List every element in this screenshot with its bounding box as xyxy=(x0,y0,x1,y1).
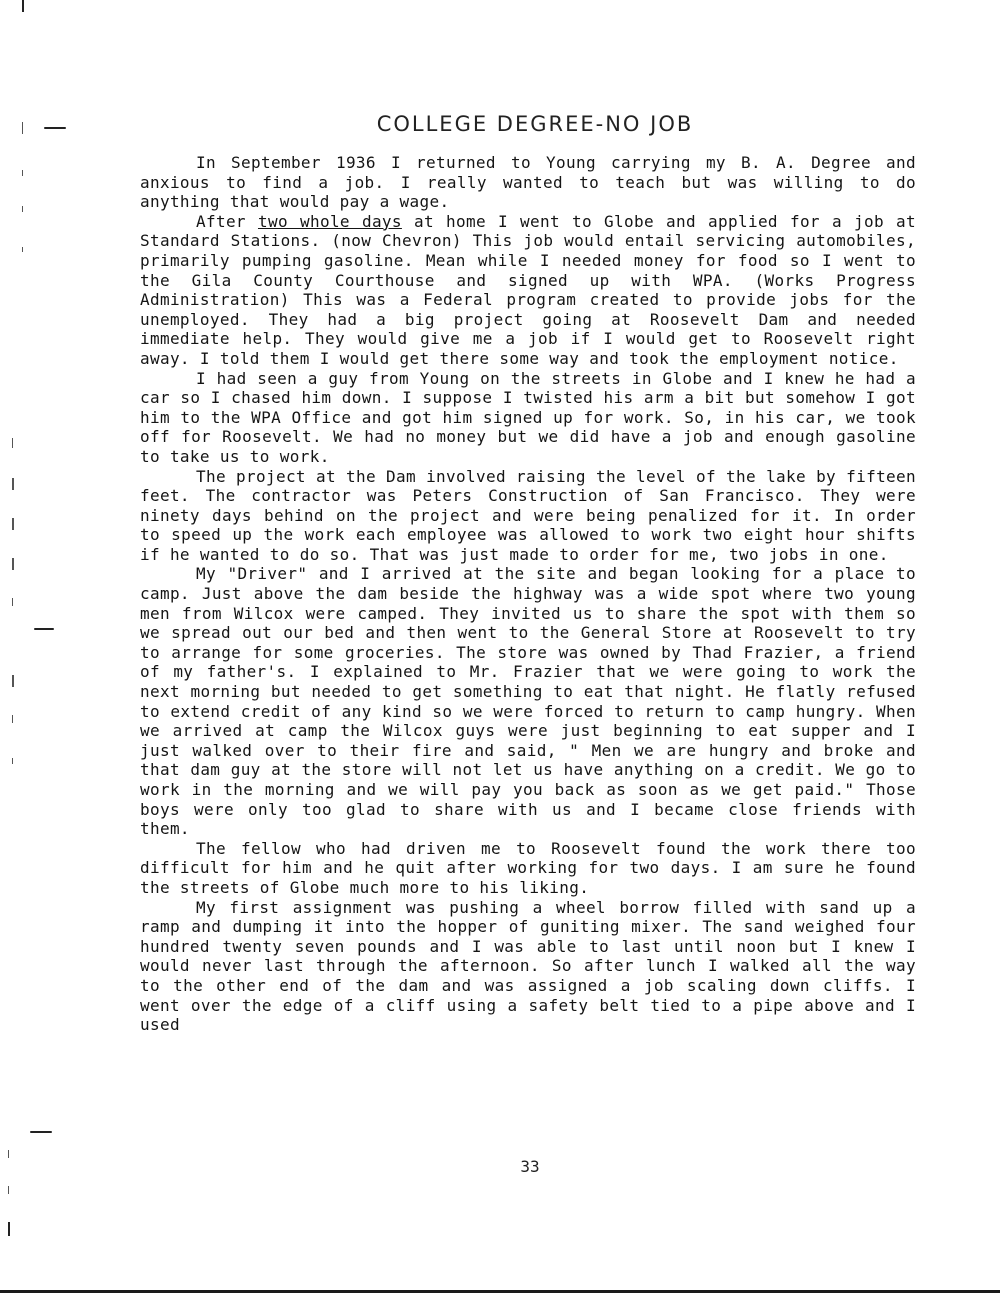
margin-dash xyxy=(34,628,54,630)
paragraph: My "Driver" and I arrived at the site and began looking for a place to camp. Just above the dam beside the highway was a wide spot where two young men from Wilcox were camped. They invited us to share the spot with them so we spread out our bed and then went to the General Store at Roosevelt to try to arrange for some groceries. The store was owned by Thad Frazier, a friend of my father's. I explained to Mr. Frazier that we were going to work the next morning but needed to get something to eat that night. He flatly refused to extend credit of any kind so we were forced to return to camp hungry. When we arrived at camp the Wilcox guys were just beginning to eat supper and I just walked over to their fire and said, " Men we are hungry and broke and that dam guy at the store will not let us have anything on a credit. We go to work in the morning and we will pay you back as soon as we get paid." Those boys were only too glad to share with us and I became close friends with them. xyxy=(140,564,916,839)
margin-tick xyxy=(22,247,23,252)
paragraph: The project at the Dam involved raising the level of the lake by fifteen feet. The contractor was Peters Construction of San Francisco. They were ninety days behind on the project and were being penalized for it. In order to speed up the work each employee was allowed to work two eight hour shifts if he wanted to do so. That was just made to order for me, two jobs in one. xyxy=(140,466,916,564)
scan-edge xyxy=(0,1290,1000,1293)
margin-tick xyxy=(12,598,13,606)
margin-dash xyxy=(30,1131,52,1133)
margin-tick xyxy=(12,675,14,687)
page-title: COLLEGE DEGREE-NO JOB xyxy=(376,112,694,136)
text-run: After xyxy=(196,211,258,231)
margin-tick xyxy=(12,438,13,448)
margin-tick xyxy=(8,1186,9,1194)
paragraph xyxy=(140,212,916,369)
margin-tick xyxy=(12,758,13,764)
margin-mark xyxy=(22,0,24,12)
body-text xyxy=(140,153,916,1035)
margin-tick xyxy=(12,715,13,723)
underlined-phrase: two whole days xyxy=(257,211,402,231)
margin-tick xyxy=(22,170,23,176)
paragraph: I had seen a guy from Young on the streets in Globe and I knew he had a car so I chased him down. I suppose I twisted his arm a bit but somehow I got him to the WPA Office and got him signed up for work. So, in his car, we took off for Roosevelt. We had no money but we did have a job and enough gasoline to take us to work. xyxy=(140,368,916,466)
margin-tick xyxy=(8,1222,10,1236)
margin-tick xyxy=(8,1150,9,1158)
paragraph: The fellow who had driven me to Roosevelt found the work there too difficult for him and he quit after working for two days. I am sure he found the streets of Globe much more to his liking. xyxy=(140,838,916,897)
margin-tick xyxy=(12,558,14,570)
paragraph: In September 1936 I returned to Young carrying my B. A. Degree and anxious to find a job. I really wanted to teach but was willing to do anything that would pay a wage. xyxy=(140,153,916,212)
page-number: 33 xyxy=(520,1157,540,1176)
margin-tick xyxy=(12,478,14,490)
paragraph: My first assignment was pushing a wheel borrow filled with sand up a ramp and dumping it into the hopper of guniting mixer. The sand weighed four hundred twenty seven pounds and I was able to last until noon but I knew I would never last through the afternoon. So after lunch I walked all the way to the other end of the dam and was assigned a job scaling down cliffs. I went over the edge of a cliff using a safety belt tied to a pipe above and I used xyxy=(140,897,916,1035)
margin-tick xyxy=(22,206,23,212)
text-run: at home I went to Globe and applied for a job at Standard Stations. (now Chevron) This job would entail servicing automobiles, primarily pumping gasoline. Mean while I needed money for food so I went to the Gila County Courthouse and signed up with WPA. (Works Progress Administration) This was a Federal program created to provide jobs for the unemployed. They had a big project going at Roosevelt Dam and needed immediate help. They would give me a job if I would get to Roosevelt right away. I told them I would get there some way and took the employment notice. xyxy=(140,211,916,368)
margin-tick xyxy=(12,518,14,530)
